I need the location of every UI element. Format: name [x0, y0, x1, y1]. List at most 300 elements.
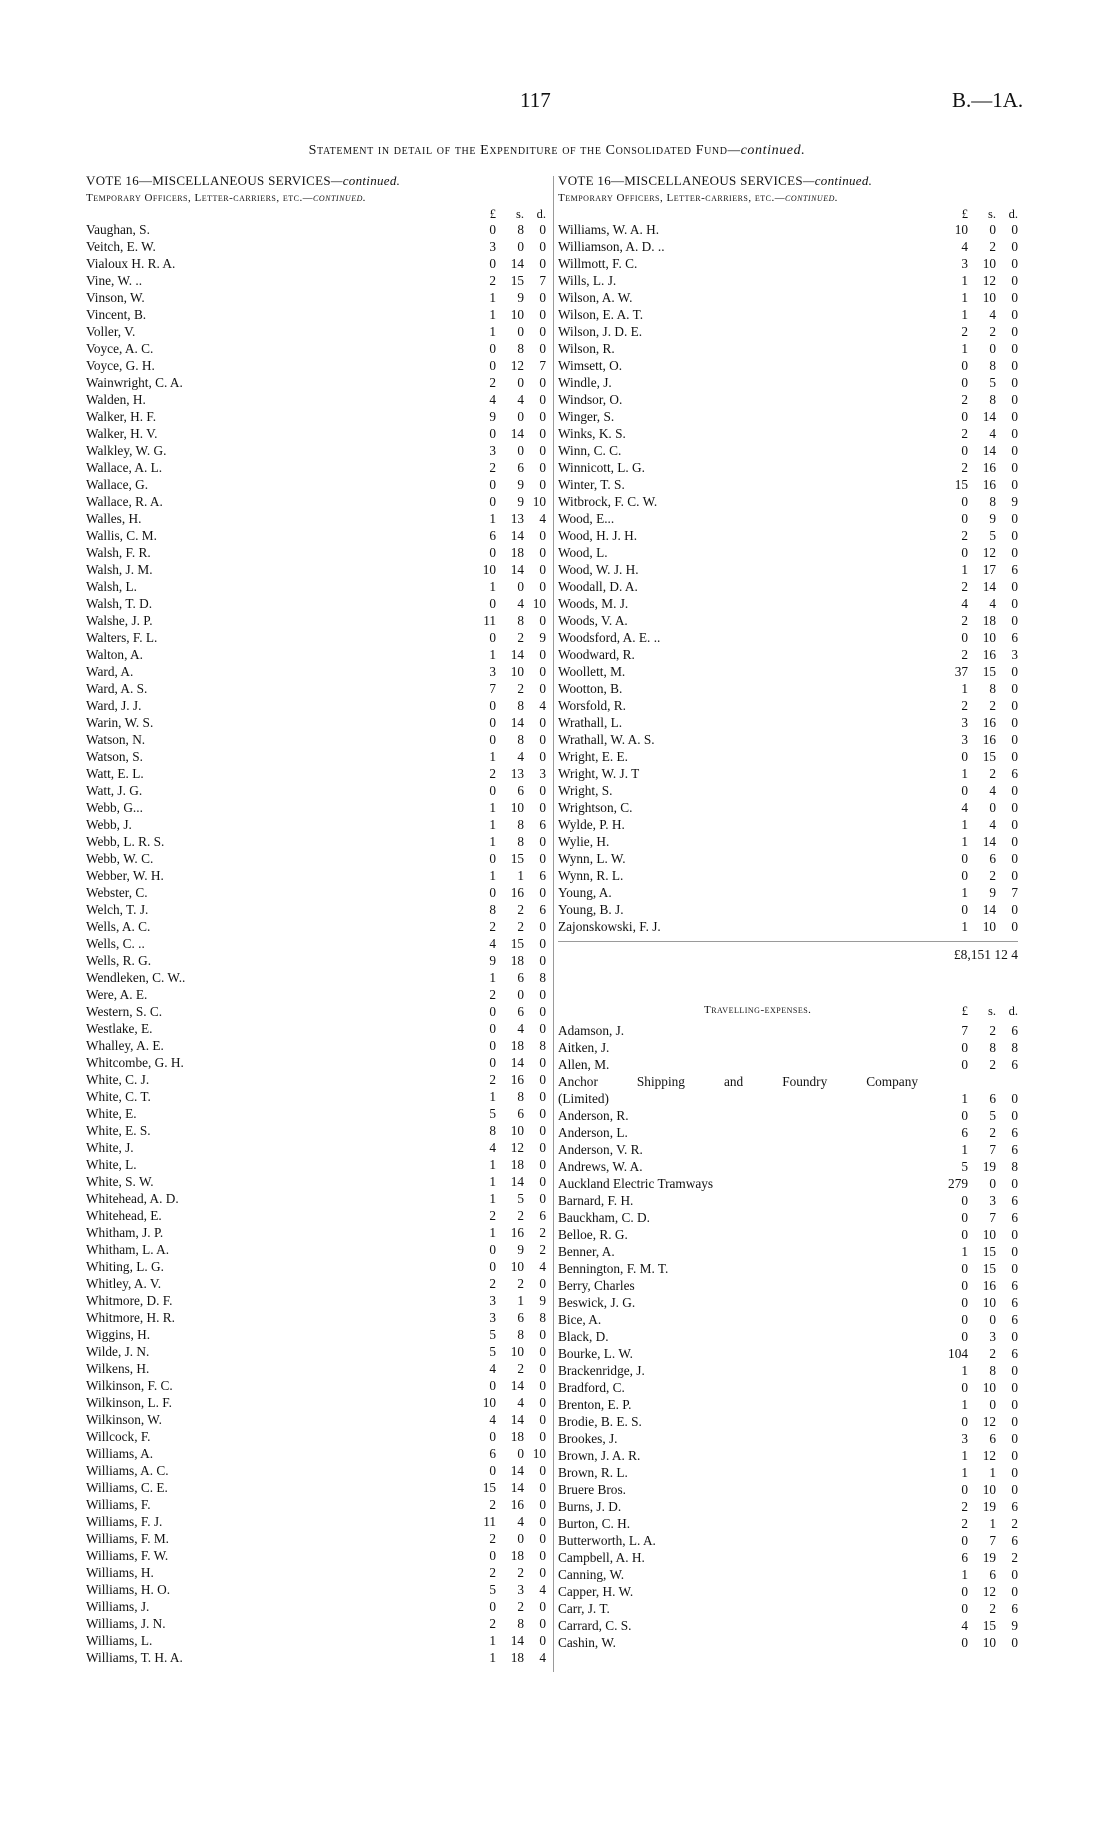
- entry-shillings: 18: [510, 1548, 524, 1563]
- entry-name: White, J.: [86, 1140, 134, 1155]
- entry-pence: 0: [1011, 443, 1018, 458]
- entry-pounds: 8: [489, 902, 496, 917]
- entry-pounds: 0: [961, 1414, 968, 1429]
- entry-pounds: 1: [961, 1244, 968, 1259]
- entry-shillings: 18: [982, 613, 996, 628]
- entry-row: [86, 867, 546, 884]
- entry-row: [86, 1292, 546, 1309]
- entry-shillings: 2: [517, 902, 524, 917]
- entry-shillings: 10: [982, 1227, 996, 1242]
- entry-pounds: 0: [961, 851, 968, 866]
- entry-pence: 0: [539, 1497, 546, 1512]
- entry-row: [86, 1445, 546, 1462]
- entry-shillings: 1: [517, 1293, 524, 1308]
- entry-name: Bruere Bros.: [558, 1482, 626, 1497]
- entry-pounds: 0: [489, 341, 496, 356]
- entry-row: [558, 510, 1018, 527]
- entry-shillings: 2: [989, 766, 996, 781]
- entry-name: Warin, W. S.: [86, 715, 154, 730]
- entry-shillings: 10: [510, 1344, 524, 1359]
- entry-pounds: 1: [489, 970, 496, 985]
- entry-pounds: 0: [961, 511, 968, 526]
- entry-shillings: 2: [989, 239, 996, 254]
- entry-name: Woods, M. J.: [558, 596, 629, 611]
- entry-shillings: 0: [517, 443, 524, 458]
- entry-pence: 0: [539, 1072, 546, 1087]
- entry-name: Whitham, L. A.: [86, 1242, 170, 1257]
- entry-name: Beswick, J. G.: [558, 1295, 636, 1310]
- entry-name: Walsh, L.: [86, 579, 137, 594]
- entry-pence: 0: [539, 1361, 546, 1376]
- entry-pence: 0: [539, 1480, 546, 1495]
- entry-name: Anderson, R.: [558, 1108, 629, 1123]
- entry-row: [558, 1532, 1018, 1549]
- entry-pounds: 0: [489, 1259, 496, 1274]
- entry-pence: 0: [1011, 528, 1018, 543]
- entry-row: [86, 544, 546, 561]
- entry-pence: 6: [539, 902, 546, 917]
- entry-name: Whitham, J. P.: [86, 1225, 164, 1240]
- entry-shillings: 10: [982, 290, 996, 305]
- entry-pounds: 8: [489, 1123, 496, 1138]
- entry-pounds: 0: [489, 715, 496, 730]
- entry-pounds: 5: [489, 1582, 496, 1597]
- entry-row: [558, 918, 1018, 935]
- entry-pence: 6: [1011, 1142, 1018, 1157]
- entry-pounds: 0: [961, 1380, 968, 1395]
- entry-name: Anderson, L.: [558, 1125, 628, 1140]
- entry-pence: 7: [539, 358, 546, 373]
- entry-row: [558, 612, 1018, 629]
- entry-row: [558, 1039, 1018, 1056]
- entry-pounds: 279: [948, 1176, 968, 1191]
- entry-shillings: 4: [517, 1021, 524, 1036]
- entry-pence: 0: [1011, 392, 1018, 407]
- entry-row: [86, 1377, 546, 1394]
- entry-name: Wootton, B.: [558, 681, 623, 696]
- entry-name: Were, A. E.: [86, 987, 148, 1002]
- entry-pounds: 4: [489, 1412, 496, 1427]
- entry-name: Anderson, V. R.: [558, 1142, 643, 1157]
- entry-shillings: 0: [517, 375, 524, 390]
- entry-pounds: 0: [961, 1584, 968, 1599]
- entry-shillings: 2: [989, 1057, 996, 1072]
- left-column: [86, 172, 546, 1666]
- entry-pounds: 6: [489, 1446, 496, 1461]
- entry-pence: 0: [539, 1395, 546, 1410]
- entry-name: Wrathall, W. A. S.: [558, 732, 655, 747]
- entry-pounds: 0: [961, 630, 968, 645]
- entry-row: [558, 595, 1018, 612]
- entry-name: Voyce, A. C.: [86, 341, 154, 356]
- entry-pounds: 4: [961, 239, 968, 254]
- entry-pence: 0: [1011, 1176, 1018, 1191]
- entry-pence: 0: [539, 1123, 546, 1138]
- entry-pence: 0: [1011, 460, 1018, 475]
- entry-row: [86, 1326, 546, 1343]
- entry-row: [558, 221, 1018, 238]
- entry-pounds: 0: [961, 1261, 968, 1276]
- entry-row: [86, 697, 546, 714]
- entry-pence: 0: [539, 953, 546, 968]
- entry-name: White, C. J.: [86, 1072, 150, 1087]
- entry-pence: 0: [539, 613, 546, 628]
- entry-row: [86, 1054, 546, 1071]
- entry-shillings: 5: [989, 375, 996, 390]
- entry-row: [86, 1479, 546, 1496]
- entry-pence: 0: [1011, 800, 1018, 815]
- entry-pounds: 3: [961, 256, 968, 271]
- entry-name: Williams, F.: [86, 1497, 151, 1512]
- entry-pounds: 2: [961, 1499, 968, 1514]
- entry-pence: 0: [539, 851, 546, 866]
- entry-shillings: 8: [989, 358, 996, 373]
- entry-name: Wallace, R. A.: [86, 494, 163, 509]
- entry-pounds: 0: [489, 1021, 496, 1036]
- entry-name: Wilkinson, W.: [86, 1412, 162, 1427]
- vote-title-suffix: —continued.: [802, 173, 873, 188]
- entry-pence: 0: [1011, 307, 1018, 322]
- entry-shillings: 16: [982, 732, 996, 747]
- page-number: 117: [520, 88, 551, 112]
- entry-shillings: 14: [510, 1174, 524, 1189]
- entry-row: [86, 833, 546, 850]
- entry-pounds: 4: [489, 1140, 496, 1155]
- entry-pounds: 2: [489, 766, 496, 781]
- entry-pence: 0: [539, 647, 546, 662]
- entry-row: [558, 1413, 1018, 1430]
- entry-name: Wallace, G.: [86, 477, 149, 492]
- travelling-expenses-list: [558, 1090, 1018, 1651]
- entry-name: Wills, L. J.: [558, 273, 617, 288]
- entry-name: Walsh, T. D.: [86, 596, 153, 611]
- entry-row: [86, 510, 546, 527]
- entry-shillings: 6: [517, 783, 524, 798]
- entry-pence: 0: [539, 1378, 546, 1393]
- entry-shillings: 10: [510, 800, 524, 815]
- entry-pounds: 0: [489, 1463, 496, 1478]
- entry-pounds: 3: [489, 443, 496, 458]
- entry-shillings: 10: [982, 1482, 996, 1497]
- entry-row: [86, 1071, 546, 1088]
- entry-row: [86, 1632, 546, 1649]
- entry-name: Whitley, A. V.: [86, 1276, 162, 1291]
- entry-name: Bice, A.: [558, 1312, 602, 1327]
- entry-pence: 0: [539, 1191, 546, 1206]
- entry-shillings: 14: [982, 409, 996, 424]
- entry-shillings: 16: [510, 885, 524, 900]
- entry-row: [558, 799, 1018, 816]
- entry-shillings: 8: [517, 222, 524, 237]
- travelling-expenses-list: [558, 1022, 1018, 1073]
- entry-pence: 0: [539, 1089, 546, 1104]
- entry-row: [558, 442, 1018, 459]
- entry-name: Walkley, W. G.: [86, 443, 167, 458]
- entry-pounds: 0: [961, 783, 968, 798]
- entry-name: Andrews, W. A.: [558, 1159, 643, 1174]
- entry-pounds: 0: [961, 1278, 968, 1293]
- entry-row: [86, 1105, 546, 1122]
- entry-shillings: 4: [517, 392, 524, 407]
- entry-pounds: 1: [489, 579, 496, 594]
- entry-pounds: 7: [961, 1023, 968, 1038]
- entry-name: Wylie, H.: [558, 834, 610, 849]
- entry-pounds: 9: [489, 409, 496, 424]
- entry-pounds: 2: [489, 919, 496, 934]
- entry-name: Watson, S.: [86, 749, 143, 764]
- entry-row: [86, 442, 546, 459]
- entry-pence: 0: [539, 409, 546, 424]
- entry-shillings: 12: [982, 1448, 996, 1463]
- entry-row: [558, 1056, 1018, 1073]
- entry-row: [558, 357, 1018, 374]
- entry-row: [86, 323, 546, 340]
- entry-shillings: 2: [989, 1601, 996, 1616]
- entry-pence: 0: [539, 562, 546, 577]
- entry-pounds: 0: [489, 1599, 496, 1614]
- entry-name: Bourke, L. W.: [558, 1346, 633, 1361]
- entry-name: Carr, J. T.: [558, 1601, 610, 1616]
- entry-shillings: 7: [989, 1210, 996, 1225]
- entry-name: Barnard, F. H.: [558, 1193, 634, 1208]
- entry-name: Wendleken, C. W..: [86, 970, 186, 985]
- entry-row: [86, 459, 546, 476]
- entry-name: Cashin, W.: [558, 1635, 616, 1650]
- entry-pounds: 2: [961, 392, 968, 407]
- entry-pence: 0: [1011, 409, 1018, 424]
- entry-shillings: 4: [989, 783, 996, 798]
- entry-shillings: 6: [517, 1106, 524, 1121]
- statement-title-suffix: —continued.: [727, 143, 806, 158]
- entry-row: [86, 1156, 546, 1173]
- entry-pounds: 1: [961, 919, 968, 934]
- entry-name: Bauckham, C. D.: [558, 1210, 650, 1225]
- entry-pence: 0: [539, 834, 546, 849]
- entry-row: [86, 374, 546, 391]
- entry-row: [558, 1107, 1018, 1124]
- entry-pounds: 0: [961, 494, 968, 509]
- entry-pence: 0: [539, 1531, 546, 1546]
- entry-name: Winger, S.: [558, 409, 615, 424]
- pence-unit: d.: [536, 207, 546, 221]
- entry-pence: 0: [1011, 1584, 1018, 1599]
- entry-pence: 0: [1011, 817, 1018, 832]
- entry-pounds: 2: [961, 579, 968, 594]
- entry-name: Wood, L.: [558, 545, 608, 560]
- entry-pence: 0: [1011, 1227, 1018, 1242]
- entry-shillings: 14: [510, 256, 524, 271]
- entry-shillings: 19: [982, 1159, 996, 1174]
- entry-shillings: 16: [510, 1225, 524, 1240]
- entry-name: Young, B. J.: [558, 902, 624, 917]
- entry-name: Williams, T. H. A.: [86, 1650, 183, 1665]
- entry-pounds: 1: [489, 647, 496, 662]
- entry-pence: 0: [1011, 545, 1018, 560]
- currency-units-header: [558, 207, 1018, 221]
- entry-name: Benner, A.: [558, 1244, 615, 1259]
- entry-pounds: 0: [961, 1295, 968, 1310]
- entry-row: [86, 986, 546, 1003]
- entry-pounds: 0: [961, 1601, 968, 1616]
- entry-pence: 0: [539, 664, 546, 679]
- entry-pounds: 0: [961, 902, 968, 917]
- entry-shillings: 8: [989, 392, 996, 407]
- entry-pounds: 4: [489, 1361, 496, 1376]
- entry-shillings: 8: [517, 1616, 524, 1631]
- pence-unit: d.: [1008, 207, 1018, 221]
- entry-row: [558, 1345, 1018, 1362]
- entry-name: Bradford, C.: [558, 1380, 625, 1395]
- entry-row: [86, 816, 546, 833]
- entry-shillings: 14: [982, 902, 996, 917]
- entry-name: Young, A.: [558, 885, 612, 900]
- entry-shillings: 4: [517, 596, 524, 611]
- entry-name: Walshe, J. P.: [86, 613, 153, 628]
- entry-shillings: 10: [982, 1635, 996, 1650]
- entry-pence: 0: [539, 1599, 546, 1614]
- entry-name: White, C. T.: [86, 1089, 151, 1104]
- entry-shillings: 14: [510, 1463, 524, 1478]
- entry-pence: 8: [539, 1310, 546, 1325]
- entry-row: [558, 1396, 1018, 1413]
- entry-pence: 0: [1011, 358, 1018, 373]
- entry-name: Vincent, B.: [86, 307, 147, 322]
- entry-name: Westlake, E.: [86, 1021, 153, 1036]
- entry-pence: 0: [1011, 902, 1018, 917]
- entry-pence: 0: [539, 545, 546, 560]
- entry-pence: 8: [1011, 1040, 1018, 1055]
- entry-name: Wimsett, O.: [558, 358, 623, 373]
- entry-row: [86, 1530, 546, 1547]
- entry-name: Wright, E. E.: [558, 749, 628, 764]
- entry-name: Whalley, A. E.: [86, 1038, 164, 1053]
- entry-row: [558, 289, 1018, 306]
- entry-shillings: 9: [517, 290, 524, 305]
- entry-name: Witbrock, F. C. W.: [558, 494, 658, 509]
- entry-row: [86, 1411, 546, 1428]
- entry-pounds: 1: [961, 834, 968, 849]
- entry-shillings: 4: [517, 1514, 524, 1529]
- entry-pence: 0: [539, 1174, 546, 1189]
- entry-pounds: 10: [482, 562, 496, 577]
- entry-pounds: 0: [961, 545, 968, 560]
- entry-row: [558, 459, 1018, 476]
- travelling-expenses-title: Travelling-expenses.: [704, 1004, 812, 1016]
- entry-shillings: 0: [517, 239, 524, 254]
- entry-pounds: 2: [961, 426, 968, 441]
- entry-pence: 2: [1011, 1550, 1018, 1565]
- entry-pence: 10: [532, 596, 546, 611]
- entry-shillings: 15: [982, 1618, 996, 1633]
- entry-pence: 0: [1011, 783, 1018, 798]
- entry-pence: 0: [1011, 749, 1018, 764]
- entry-shillings: 4: [989, 596, 996, 611]
- entry-shillings: 6: [989, 1567, 996, 1582]
- entry-shillings: 12: [982, 545, 996, 560]
- entry-pounds: 0: [489, 783, 496, 798]
- entry-name: Wilkens, H.: [86, 1361, 150, 1376]
- entry-row: [86, 952, 546, 969]
- entry-row: [558, 1311, 1018, 1328]
- entry-row: [86, 357, 546, 374]
- entry-name: Wright, W. J. T: [558, 766, 640, 781]
- entry-name: Wright, S.: [558, 783, 613, 798]
- entry-pence: 0: [539, 1055, 546, 1070]
- entry-row: [86, 1394, 546, 1411]
- entry-shillings: 0: [989, 341, 996, 356]
- entry-pounds: 6: [489, 528, 496, 543]
- entry-pounds: 6: [961, 1550, 968, 1565]
- entry-name: Vaughan, S.: [86, 222, 150, 237]
- entry-shillings: 8: [989, 494, 996, 509]
- entry-pounds: 1: [489, 868, 496, 883]
- entry-row: [86, 1258, 546, 1275]
- entry-pounds: 0: [961, 1329, 968, 1344]
- entry-row: [558, 1464, 1018, 1481]
- entry-pounds: 11: [483, 1514, 496, 1529]
- entry-shillings: 10: [982, 256, 996, 271]
- entry-pence: 0: [539, 528, 546, 543]
- entry-pence: 0: [1011, 1261, 1018, 1276]
- entry-name: Watt, E. L.: [86, 766, 144, 781]
- entry-row: [558, 1158, 1018, 1175]
- document-reference: B.—1A.: [952, 88, 1024, 112]
- entry-pounds: 1: [489, 1157, 496, 1172]
- entry-pence: 6: [1011, 1346, 1018, 1361]
- entry-pence: 9: [539, 630, 546, 645]
- entry-pounds: 1: [489, 1650, 496, 1665]
- shillings-unit: s.: [988, 1004, 996, 1018]
- entry-name: Webb, J.: [86, 817, 132, 832]
- entry-name: Bennington, F. M. T.: [558, 1261, 669, 1276]
- entry-row: [558, 867, 1018, 884]
- entry-name: Whitmore, H. R.: [86, 1310, 176, 1325]
- entry-pounds: 0: [961, 1482, 968, 1497]
- entry-pounds: 1: [489, 800, 496, 815]
- section-title-text: Temporary Officers, Letter-carriers, etc.: [558, 192, 775, 204]
- entry-pounds: 2: [489, 460, 496, 475]
- entry-row: [86, 595, 546, 612]
- expenditure-list: [86, 221, 546, 1666]
- entry-shillings: 7: [989, 1142, 996, 1157]
- entry-pence: 0: [539, 443, 546, 458]
- entry-pence: 0: [1011, 477, 1018, 492]
- entry-name: Williams, F. J.: [86, 1514, 163, 1529]
- entry-shillings: 18: [510, 1429, 524, 1444]
- entry-name: Butterworth, L. A.: [558, 1533, 656, 1548]
- entry-pence: 0: [539, 919, 546, 934]
- entry-pence: 0: [1011, 732, 1018, 747]
- entry-row: [558, 1549, 1018, 1566]
- entry-name: Woodall, D. A.: [558, 579, 638, 594]
- entry-shillings: 6: [989, 851, 996, 866]
- entry-shillings: 3: [517, 1582, 524, 1597]
- entry-shillings: 0: [989, 222, 996, 237]
- entry-pence: 6: [1011, 630, 1018, 645]
- entry-shillings: 18: [510, 953, 524, 968]
- entry-name: Williams, H. O.: [86, 1582, 171, 1597]
- entry-pence: 0: [539, 477, 546, 492]
- entry-name: Walker, H. F.: [86, 409, 157, 424]
- entry-pence: 0: [1011, 239, 1018, 254]
- entry-name: Wallace, A. L.: [86, 460, 163, 475]
- entry-shillings: 1: [989, 1516, 996, 1531]
- entry-shillings: 14: [982, 834, 996, 849]
- entry-shillings: 2: [517, 630, 524, 645]
- entry-row: [86, 527, 546, 544]
- entry-row: [558, 425, 1018, 442]
- entry-row: [86, 1343, 546, 1360]
